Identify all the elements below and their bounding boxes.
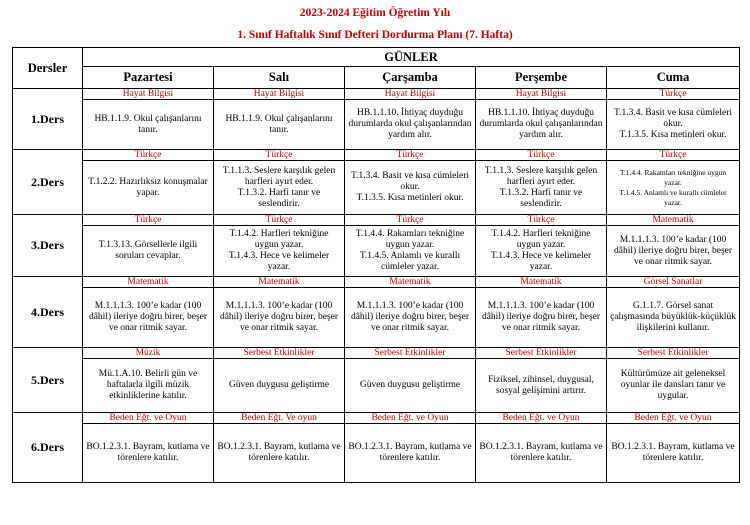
lesson-content-row — [13, 100, 740, 150]
objective-line: durumlarda okul çalışanlarından — [479, 119, 603, 129]
objective-cell — [214, 288, 345, 348]
objective-line: törenlere katılır. — [510, 453, 572, 463]
lesson-number: 5.Ders — [13, 348, 83, 413]
objective-line: durumlarda okul çalışanlarından — [348, 119, 472, 129]
objective-line: T.1.2.2. Hazırlıksız konuşmalar — [88, 176, 208, 187]
subject-label: Matematik — [83, 277, 214, 288]
day-header-carsamba: Çarşamba — [345, 67, 476, 89]
objective-line: T.1.3.4. Basit ve kısa cümleleri — [350, 171, 470, 181]
objective-line: T.1.1.3. Seslere karşılık gelen — [484, 165, 598, 176]
objective-line: Fiziksel, zihinsel, duygusal, — [488, 374, 594, 385]
subject-label: Beden Eğt. ve Oyun — [476, 413, 607, 424]
objective-line: M.1.1.1.3. 100’e kadar (100 — [225, 301, 333, 311]
objective-line: T.1.4.5. Anlamlı ve kurallı — [359, 251, 461, 261]
objective-line: yazar. — [529, 262, 553, 272]
subject-label: Serbest Etkinlikler — [607, 348, 740, 359]
objective-line: okur. — [400, 182, 420, 192]
objective-line: HB.1.1.10. İhtiyaç duyduğu — [487, 108, 595, 118]
subject-label: Türkçe — [83, 215, 214, 226]
objective-cell — [345, 359, 476, 413]
lesson-content-row — [13, 226, 740, 277]
objective-cell — [214, 226, 345, 277]
subject-label: Hayat Bilgisi — [214, 89, 345, 100]
objective-line: yazar. — [664, 197, 682, 207]
subject-label: Türkçe — [476, 150, 607, 161]
objective-line: tanır. — [269, 124, 289, 135]
objective-line: törenlere katılır. — [642, 453, 704, 463]
objective-line: yazar. — [664, 177, 682, 187]
objective-cell — [83, 288, 214, 348]
objective-cell — [83, 100, 214, 150]
objective-line: T.1.3.2. Harfi tanır ve — [237, 187, 321, 198]
objective-cell — [345, 226, 476, 277]
lesson-number: 4.Ders — [13, 277, 83, 348]
gunler-header: GÜNLER — [83, 48, 740, 67]
objective-cell — [476, 161, 607, 215]
subject-label: Türkçe — [214, 215, 345, 226]
objective-line: etkinliklerine katılır. — [109, 391, 187, 401]
objective-line: HB.1.1.9. Okul çalışanlarını — [225, 113, 333, 124]
objective-cell — [214, 359, 345, 413]
objective-line: M.1.1.1.3. 100’e kadar (100 — [356, 301, 464, 311]
objective-line: dâhil) ileriye doğru birer, beşer — [88, 312, 208, 322]
objective-line: çalışmasında büyüklük-küçüklük — [610, 312, 736, 322]
objective-line: uygular. — [657, 391, 689, 401]
objective-line: G.1.1.7. Görsel sanat — [632, 301, 714, 311]
subject-label: Hayat Bilgisi — [345, 89, 476, 100]
objective-cell — [476, 100, 607, 150]
objective-line: törenlere katılır. — [379, 453, 441, 463]
objective-line: yazar. — [267, 262, 291, 272]
objective-line: HB.1.1.9. Okul çalışanlarını — [94, 113, 202, 124]
objective-line: dâhil) ileriye doğru birer, beşer — [481, 312, 601, 322]
objective-line: uygun yazar. — [516, 240, 566, 250]
objective-cell — [476, 288, 607, 348]
objective-line: BO.1.2.3.1. Bayram, kutlama ve — [86, 442, 210, 452]
objective-line: haftalarla ilgili müzik — [106, 380, 190, 390]
objective-line: T.1.4.2. Harfleri tekniğine — [491, 229, 591, 239]
objective-line: cümleler yazar. — [380, 262, 440, 272]
objective-line: törenlere katılır. — [248, 453, 310, 463]
objective-line: T.1.3.5. Kısa metinleri okur. — [619, 130, 727, 140]
objective-line: yapar. — [136, 187, 160, 198]
objective-cell — [345, 288, 476, 348]
objective-cell — [83, 226, 214, 277]
objective-line: harfleri ayırt eder. — [244, 176, 314, 187]
objective-line: oyunlar ile dansları tanır ve — [620, 380, 726, 390]
lesson-content-row — [13, 359, 740, 413]
lesson-number: 6.Ders — [13, 413, 83, 483]
subject-label: Türkçe — [607, 89, 740, 100]
subject-label: Beden Eğt. ve Oyun — [345, 413, 476, 424]
subject-label: Müzik — [83, 348, 214, 359]
objective-line: T.1.4.3. Hece ve kelimeler — [228, 251, 330, 261]
objective-line: okur. — [663, 119, 683, 129]
objective-line: ve onar ritmik sayar. — [239, 323, 319, 333]
objective-line: ve onar ritmik sayar. — [370, 323, 450, 333]
objective-line: T.1.4.3. Hece ve kelimeler — [490, 251, 592, 261]
objective-line: ve onar ritmik sayar. — [108, 323, 188, 333]
objective-cell — [607, 424, 740, 483]
lesson-subject-row — [13, 215, 740, 226]
objective-cell — [345, 424, 476, 483]
school-year-title: 2023-2024 Eğitim Öğretim Yılı — [299, 7, 451, 19]
objective-cell — [83, 359, 214, 413]
subject-label: Hayat Bilgisi — [83, 89, 214, 100]
subject-label: Matematik — [345, 277, 476, 288]
objective-line: dâhil) ileriye doğru birer, beşer — [350, 312, 470, 322]
objective-line: T.1.4.5. Anlamlı ve kurallı cümleler — [619, 187, 727, 197]
objective-line: BO.1.2.3.1. Bayram, kutlama ve — [479, 442, 603, 452]
objective-line: T.1.4.2. Harfleri tekniğine — [229, 229, 329, 239]
subject-label: Matematik — [476, 277, 607, 288]
subject-label: Matematik — [214, 277, 345, 288]
objective-line: Mü.1.A.10. Belirli gün ve — [98, 369, 198, 379]
objective-cell — [607, 359, 740, 413]
subject-label: Türkçe — [214, 150, 345, 161]
objective-line: Güven duygusu geliştirme — [228, 380, 330, 390]
objective-line: seslendirir. — [258, 198, 300, 209]
objective-line: törenlere katılır. — [117, 453, 179, 463]
plan-title: 1. Sınıf Haftalık Sınıf Defteri Dordurma Planı (7. Hafta) — [237, 29, 513, 41]
objective-cell — [345, 100, 476, 150]
objective-cell — [607, 226, 740, 277]
plan-body — [13, 89, 740, 483]
day-header-sali: Salı — [214, 67, 345, 89]
lesson-subject-row — [13, 150, 740, 161]
subject-label: Türkçe — [476, 215, 607, 226]
lesson-number: 1.Ders — [13, 89, 83, 150]
subject-label: Serbest Etkinlikler — [476, 348, 607, 359]
weekly-plan-table — [12, 47, 740, 483]
objective-cell — [83, 424, 214, 483]
lesson-content-row — [13, 424, 740, 483]
objective-cell — [607, 161, 740, 215]
objective-line: T.1.3.2. Harfi tanır ve seslendirir. — [499, 187, 583, 209]
objective-line: BO.1.2.3.1. Bayram, kutlama ve — [611, 442, 735, 452]
objective-cell — [476, 226, 607, 277]
subject-label: Matematik — [607, 215, 740, 226]
subject-label: Serbest Etkinlikler — [214, 348, 345, 359]
subject-label: Türkçe — [607, 150, 740, 161]
objective-line: sosyal gelişimini artırır. — [496, 385, 586, 396]
subject-label: Türkçe — [345, 215, 476, 226]
objective-line: T.1.4.4. Rakamları tekniğine — [355, 229, 465, 239]
day-header-cuma: Cuma — [607, 67, 740, 89]
objective-line: T.1.1.3. Seslere karşılık gelen — [222, 165, 336, 176]
objective-cell — [83, 161, 214, 215]
objective-cell — [345, 161, 476, 215]
subject-label: Beden Eğt. ve Oyun — [83, 413, 214, 424]
lesson-content-row — [13, 161, 740, 215]
objective-line: tanır. — [138, 124, 158, 135]
subject-label: Türkçe — [83, 150, 214, 161]
objective-line: yardım alır. — [388, 130, 432, 140]
objective-cell — [214, 100, 345, 150]
objective-line: T.1.3.5. Kısa metinleri okur. — [356, 193, 464, 203]
lesson-subject-row — [13, 277, 740, 288]
objective-line: T.1.3.4. Basit ve kısa cümleleri — [614, 108, 733, 118]
objective-line: Güven duygusu geliştirme — [359, 380, 461, 390]
objective-cell — [476, 424, 607, 483]
objective-line: soruları cevaplar. — [115, 251, 181, 261]
objective-line: T.1.4.4. Rakamları tekniğine uygun — [619, 167, 727, 177]
objective-line: BO.1.2.3.1. Bayram, kutlama ve — [348, 442, 472, 452]
objective-line: T.1.3.13. Görsellerle ilgili — [98, 240, 198, 250]
objective-line: M.1.1.1.3. 100’e kadar (100 — [619, 234, 727, 245]
objective-line: ve onar ritmik sayar. — [501, 323, 581, 333]
objective-line: uygun yazar. — [254, 240, 304, 250]
objective-line: yardım alır. — [519, 130, 563, 140]
subject-label: Türkçe — [345, 150, 476, 161]
objective-line: BO.1.2.3.1. Bayram, kutlama ve — [217, 442, 341, 452]
objective-line: Kültürümüze ait geleneksel — [620, 369, 726, 379]
subject-label: Görsel Sanatlar — [607, 277, 740, 288]
objective-line: ve onar ritmik sayar. — [633, 256, 713, 267]
objective-cell — [214, 424, 345, 483]
objective-line: harfleri ayırt eder. — [506, 176, 576, 187]
objective-cell — [607, 288, 740, 348]
subject-label: Beden Eğt. Ve oyun — [214, 413, 345, 424]
objective-line: HB.1.1.10. İhtiyaç duyduğu — [356, 108, 464, 118]
objective-cell — [214, 161, 345, 215]
lesson-subject-row — [13, 89, 740, 100]
objective-line: uygun yazar. — [385, 240, 435, 250]
objective-line: dâhil) ileriye doğru birer, beşer — [613, 245, 733, 256]
lesson-subject-row — [13, 348, 740, 359]
day-header-persembe: Perşembe — [476, 67, 607, 89]
objective-line: ilişkilerini kullanır. — [636, 323, 710, 333]
day-header-pazartesi: Pazartesi — [83, 67, 214, 89]
objective-cell — [607, 100, 740, 150]
lesson-number: 2.Ders — [13, 150, 83, 215]
dersler-header: Dersler — [13, 48, 83, 89]
objective-line: dâhil) ileriye doğru birer, beşer — [219, 312, 339, 322]
objective-line: M.1.1.1.3. 100’e kadar (100 — [487, 301, 595, 311]
lesson-number: 3.Ders — [13, 215, 83, 277]
objective-cell — [476, 359, 607, 413]
objective-line: M.1.1.1.3. 100’e kadar (100 — [94, 301, 202, 311]
lesson-subject-row — [13, 413, 740, 424]
lesson-content-row — [13, 288, 740, 348]
subject-label: Hayat Bilgisi — [476, 89, 607, 100]
subject-label: Beden Eğt. ve Oyun — [607, 413, 740, 424]
subject-label: Serbest Etkinlikler — [345, 348, 476, 359]
